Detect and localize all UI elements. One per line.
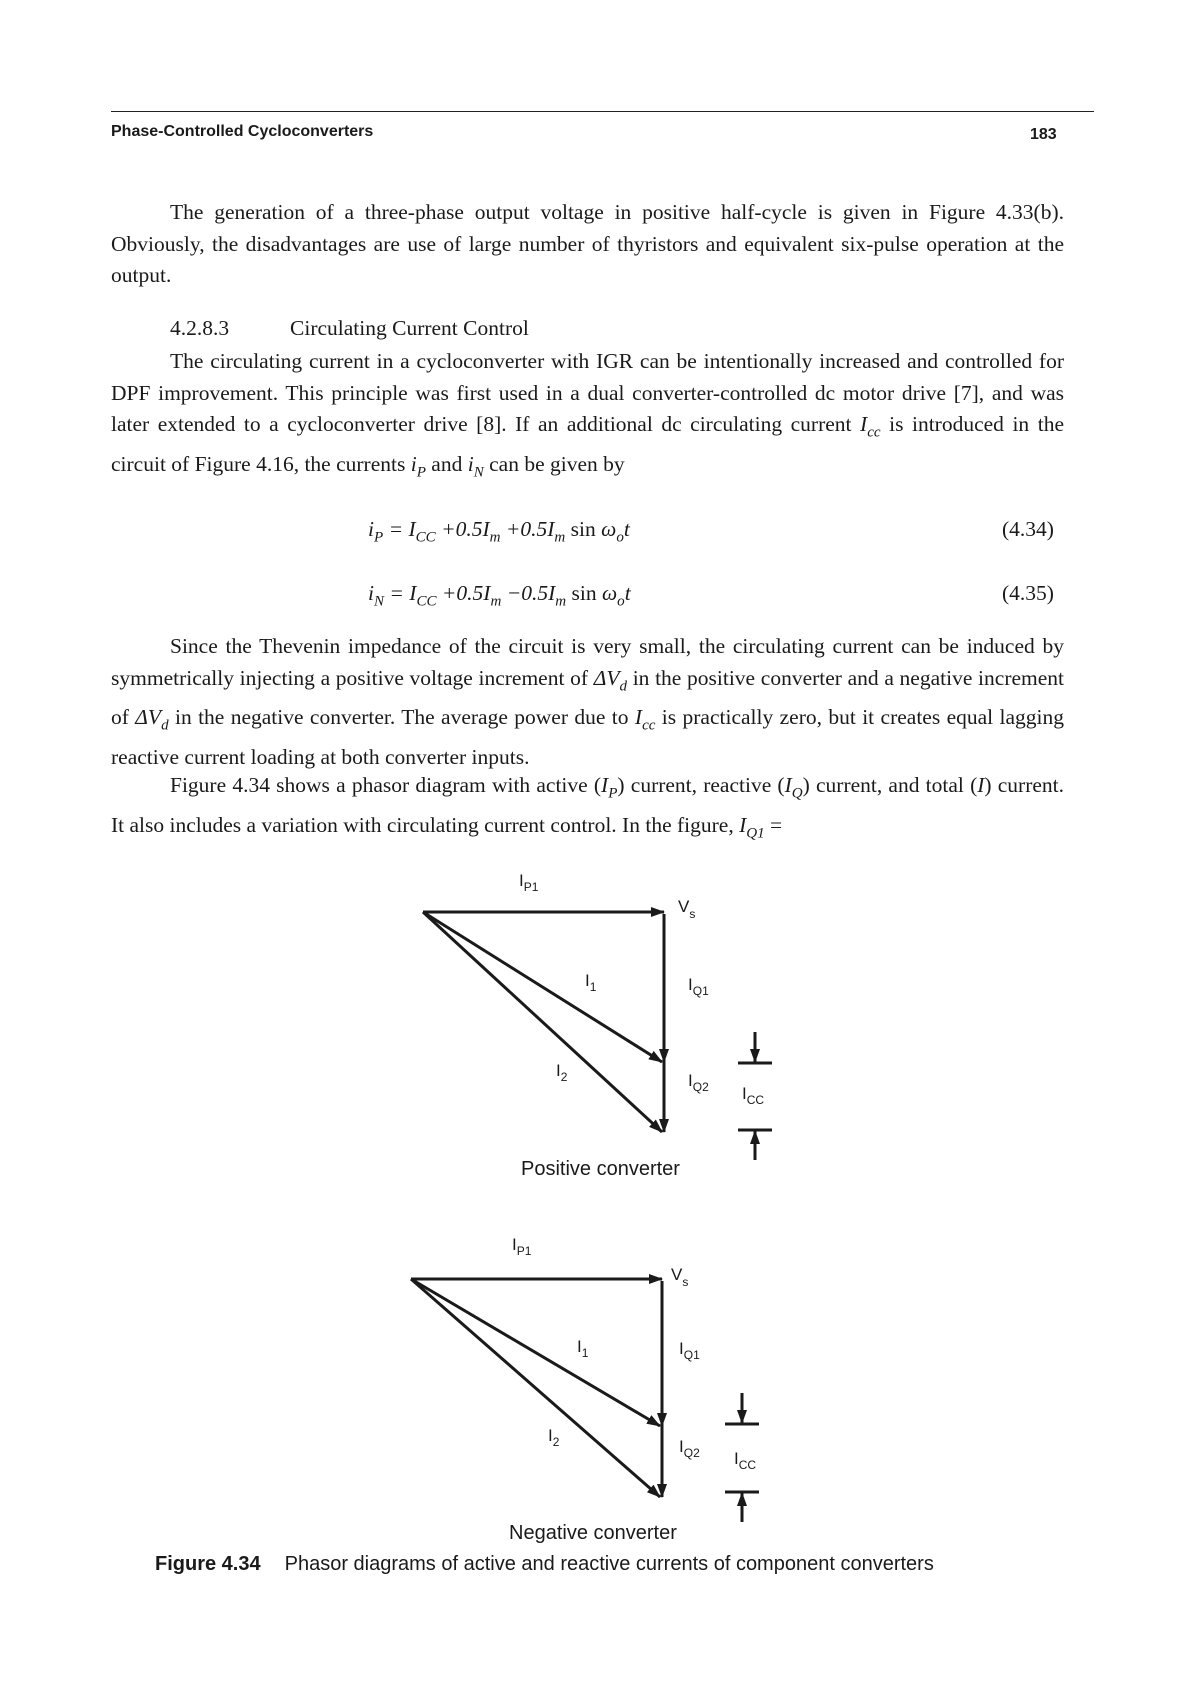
text: The circulating current in a cycloconverter with IGR can be intentionally increased and controlled for DPF improvement. This principle was first used in a dual converter-controlled dc motor drive [7], and was later extended to a cycloconverter drive [8]. If an additional dc circulating current xyxy=(111,349,1064,436)
label-iq1 xyxy=(679,1339,700,1362)
section-number: 4.2.8.3 xyxy=(170,316,230,340)
symbol-ip-cap xyxy=(601,773,618,802)
sym: I xyxy=(860,412,868,436)
lbl-sub: s xyxy=(682,1275,689,1289)
eq-part: sin xyxy=(566,581,597,605)
label-iq2 xyxy=(688,1071,709,1094)
eq-sub: o xyxy=(617,593,625,610)
label-i2 xyxy=(556,1061,568,1084)
lbl: I xyxy=(688,1071,693,1090)
eq-part: t xyxy=(623,517,630,541)
sym-sub: cc xyxy=(642,717,656,734)
eq-sub: m xyxy=(554,529,566,546)
equation-number: (4.34) xyxy=(1002,517,1054,541)
label-icc xyxy=(734,1449,756,1472)
eq-part: i xyxy=(368,517,374,541)
label-i1 xyxy=(577,1337,589,1360)
label-i1 xyxy=(585,971,597,994)
eq-sub: P xyxy=(373,529,384,546)
lbl: I xyxy=(548,1426,553,1445)
symbol-iq1 xyxy=(739,812,765,842)
label-icc xyxy=(742,1084,764,1107)
paragraph-2 xyxy=(111,346,1064,489)
section-title: Circulating Current Control xyxy=(290,316,529,340)
symbol-i: I xyxy=(977,773,985,797)
lbl: I xyxy=(679,1437,684,1456)
eq-part: −0.5I xyxy=(501,581,556,605)
eq-part: +0.5I xyxy=(436,581,491,605)
text: Figure 4.34 shows a phasor diagram with active ( xyxy=(170,773,602,797)
vector-i2 xyxy=(423,912,662,1132)
symbol-icc xyxy=(860,412,881,441)
sym-sub: d xyxy=(161,717,169,734)
text: is practically zero, but it creates equal lagging reactive current loading at both converter inputs. xyxy=(111,705,1064,770)
eq-part: t xyxy=(624,581,631,605)
lbl-sub: Q1 xyxy=(683,1348,700,1362)
text: can be given by xyxy=(483,451,625,476)
sym: I xyxy=(739,812,747,837)
label-iq1 xyxy=(688,975,709,998)
diagram-negative xyxy=(411,1279,759,1522)
sym: I xyxy=(784,773,792,797)
eq-part: ω xyxy=(595,517,617,541)
eq-part: +0.5I xyxy=(500,517,555,541)
caption-negative: Negative converter xyxy=(509,1522,677,1544)
lbl-sub: Q1 xyxy=(692,984,709,998)
lbl: I xyxy=(742,1084,747,1103)
sym: i xyxy=(410,451,417,476)
eq-sub: CC xyxy=(415,529,436,546)
eq-part: +0.5I xyxy=(435,517,490,541)
sym-sub: P xyxy=(416,464,426,481)
lbl: V xyxy=(678,897,690,916)
label-vs xyxy=(671,1265,688,1289)
equation-body xyxy=(368,581,631,610)
lbl-sub: 2 xyxy=(560,1070,568,1084)
lbl: I xyxy=(688,975,693,994)
eq-sub: m xyxy=(555,593,567,610)
eq-part: = I xyxy=(384,581,417,605)
labels-positive xyxy=(519,871,764,1180)
eq-sub: o xyxy=(616,529,624,546)
paragraph-4 xyxy=(111,770,1064,850)
text: ) current. It also includes a variation with circulating current control. In the figure, xyxy=(111,773,1065,837)
sym-sub: P xyxy=(608,785,618,802)
vector-i2 xyxy=(411,1279,660,1497)
eq-part: = I xyxy=(383,517,416,541)
text: = xyxy=(764,812,783,837)
sym-sub: Q xyxy=(791,785,803,802)
lbl-sub: 1 xyxy=(581,1346,589,1360)
lbl-sub: 2 xyxy=(552,1435,560,1449)
symbol-dvd xyxy=(593,665,628,694)
eq-part: i xyxy=(368,581,374,605)
lbl: I xyxy=(577,1337,582,1356)
section-heading xyxy=(170,316,529,341)
text: is introduced in the circuit of Figure 4.16, the currents xyxy=(111,412,1064,476)
lbl-sub: Q2 xyxy=(683,1446,700,1460)
eq-sub: N xyxy=(373,593,385,610)
lbl-sub: P1 xyxy=(516,1244,532,1258)
text: in the negative converter. The average power due to xyxy=(168,705,635,730)
sym-sub: cc xyxy=(867,424,881,441)
label-iq2 xyxy=(679,1437,700,1460)
sym: ΔV xyxy=(593,665,620,690)
eq-sub: m xyxy=(489,529,501,546)
symbol-dvd xyxy=(135,705,169,734)
equation-number: (4.35) xyxy=(1002,581,1054,605)
running-title: Phase-Controlled Cycloconverters xyxy=(111,123,374,140)
text: in the positive converter and a negative increment of xyxy=(111,665,1065,730)
labels-negative xyxy=(509,1235,756,1544)
lbl: I xyxy=(679,1339,684,1358)
eq-part: ω xyxy=(596,581,618,605)
text: Since the Thevenin impedance of the circuit is very small, the circulating current can be induced by symmetrically injecting a positive voltage increment of xyxy=(111,634,1064,690)
label-vs xyxy=(678,897,695,921)
lbl-sub: 1 xyxy=(589,980,597,994)
text: ) current, reactive ( xyxy=(617,773,785,797)
caption-positive: Positive converter xyxy=(521,1158,680,1180)
label-ip1 xyxy=(519,871,539,894)
sym: I xyxy=(601,773,609,797)
lbl-sub: s xyxy=(689,907,696,921)
lbl: V xyxy=(671,1265,683,1284)
page-number: 183 xyxy=(1030,126,1057,143)
symbol-in xyxy=(467,451,484,481)
lbl: I xyxy=(734,1449,739,1468)
paragraph-3 xyxy=(111,631,1064,774)
eq-sub: m xyxy=(490,593,502,610)
lbl: I xyxy=(585,971,590,990)
symbol-iq xyxy=(784,773,803,802)
text: ) current, and total ( xyxy=(802,773,978,797)
lbl: I xyxy=(556,1061,561,1080)
lbl-sub: CC xyxy=(738,1458,757,1472)
lbl-sub: CC xyxy=(746,1093,765,1107)
sym: ΔV xyxy=(135,705,162,730)
symbol-ip xyxy=(410,451,426,481)
lbl: I xyxy=(512,1235,517,1254)
vector-i1 xyxy=(411,1279,660,1426)
eq-sub: CC xyxy=(416,593,437,610)
vector-i1 xyxy=(423,912,662,1062)
symbol-icc xyxy=(634,705,656,734)
lbl-sub: P1 xyxy=(523,880,539,894)
eq-part: sin xyxy=(565,517,596,541)
sym: i xyxy=(467,451,474,476)
lbl-sub: Q2 xyxy=(692,1080,709,1094)
header-rule xyxy=(111,111,1094,112)
label-i2 xyxy=(548,1426,560,1449)
diagram-positive xyxy=(423,912,772,1160)
lbl: I xyxy=(519,871,524,890)
figure-label: Figure 4.34 xyxy=(155,1553,261,1575)
sym-sub: N xyxy=(473,464,484,481)
figure-caption xyxy=(155,1553,934,1576)
figure-caption-text: Phasor diagrams of active and reactive currents of component converters xyxy=(284,1553,934,1575)
sym: I xyxy=(634,705,643,730)
paragraph-1: The generation of a three-phase output voltage in positive half-cycle is given in Figure 4.33(b). Obviously, the disadvantages are use of large number of thyristors and equivalent six-pulse operation at the output. xyxy=(111,200,1064,287)
text: and xyxy=(425,451,468,476)
equation-body xyxy=(368,517,630,546)
sym-sub: d xyxy=(619,677,628,694)
sym-sub: Q1 xyxy=(746,825,765,842)
label-ip1 xyxy=(512,1235,532,1258)
